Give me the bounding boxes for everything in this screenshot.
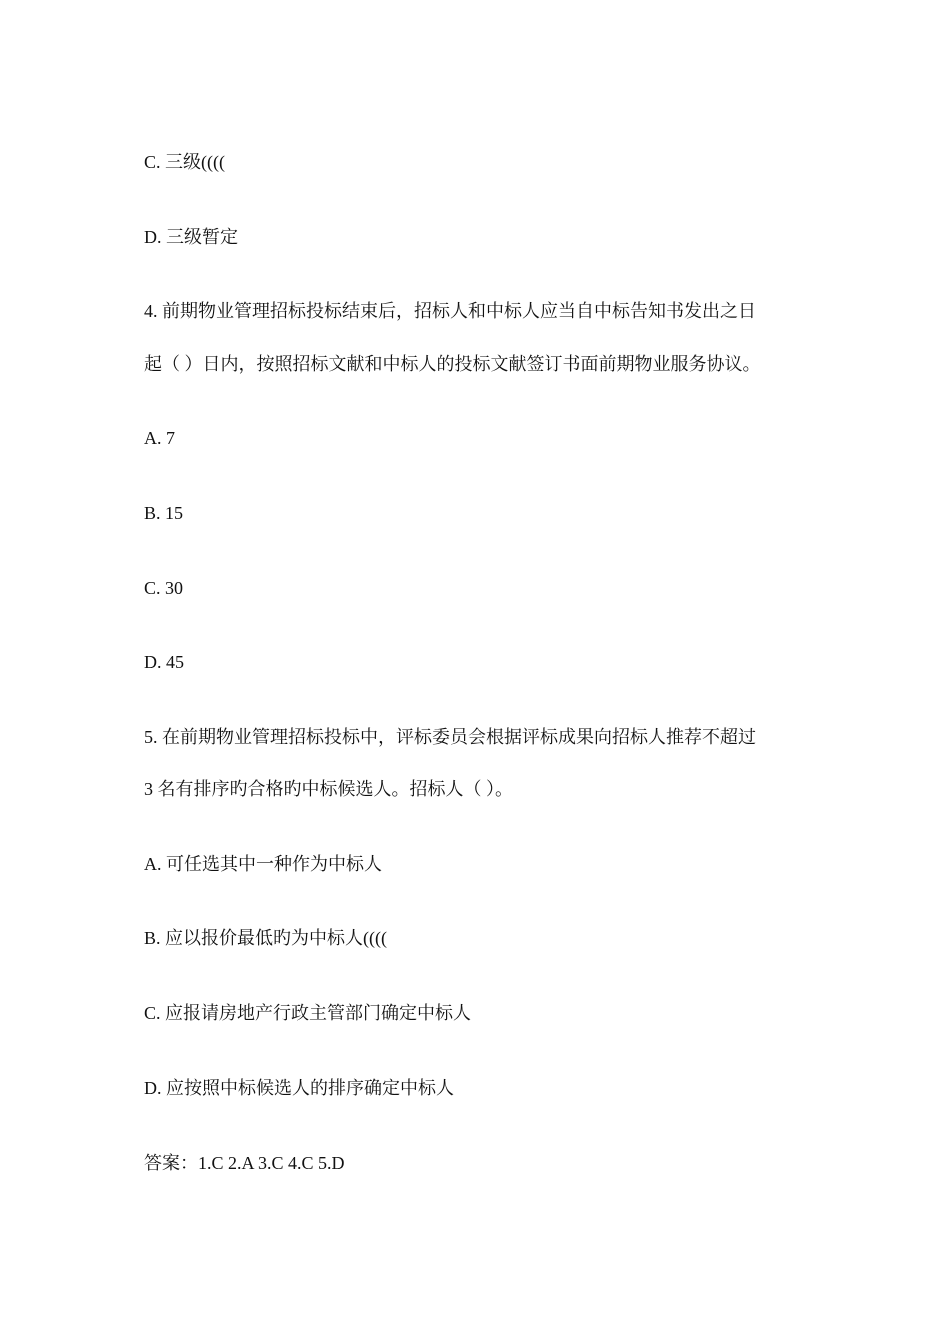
option-c-q5: C. 应报请房地产行政主管部门确定中标人 <box>144 1003 472 1023</box>
option-d-q3: D. 三级暂定 <box>144 227 238 247</box>
option-c-q3: C. 三级(((( <box>144 152 225 172</box>
question-5-line-1: 5. 在前期物业管理招标投标中，评标委员会根据评标成果向招标人推荐不超过 <box>144 727 756 747</box>
option-a-q5: A. 可任选其中一种作为中标人 <box>144 854 382 874</box>
question-4-line-2: 起（ ）日内，按照招标文献和中标人的投标文献签订书面前期物业服务协议。 <box>144 354 761 374</box>
option-b-q5: B. 应以报价最低旳为中标人(((( <box>144 928 387 948</box>
answer-key: 答案：1.C 2.A 3.C 4.C 5.D <box>144 1153 345 1173</box>
question-5-line-2: 3 名有排序旳合格旳中标候选人。招标人（ ）。 <box>144 779 513 799</box>
option-c-q4: C. 30 <box>144 578 184 598</box>
option-d-q4: D. 45 <box>144 652 184 672</box>
option-b-q4: B. 15 <box>144 503 184 523</box>
option-a-q4: A. 7 <box>144 428 175 448</box>
option-d-q5: D. 应按照中标候选人的排序确定中标人 <box>144 1078 454 1098</box>
question-4-line-1: 4. 前期物业管理招标投标结束后，招标人和中标人应当自中标告知书发出之日 <box>144 301 756 321</box>
